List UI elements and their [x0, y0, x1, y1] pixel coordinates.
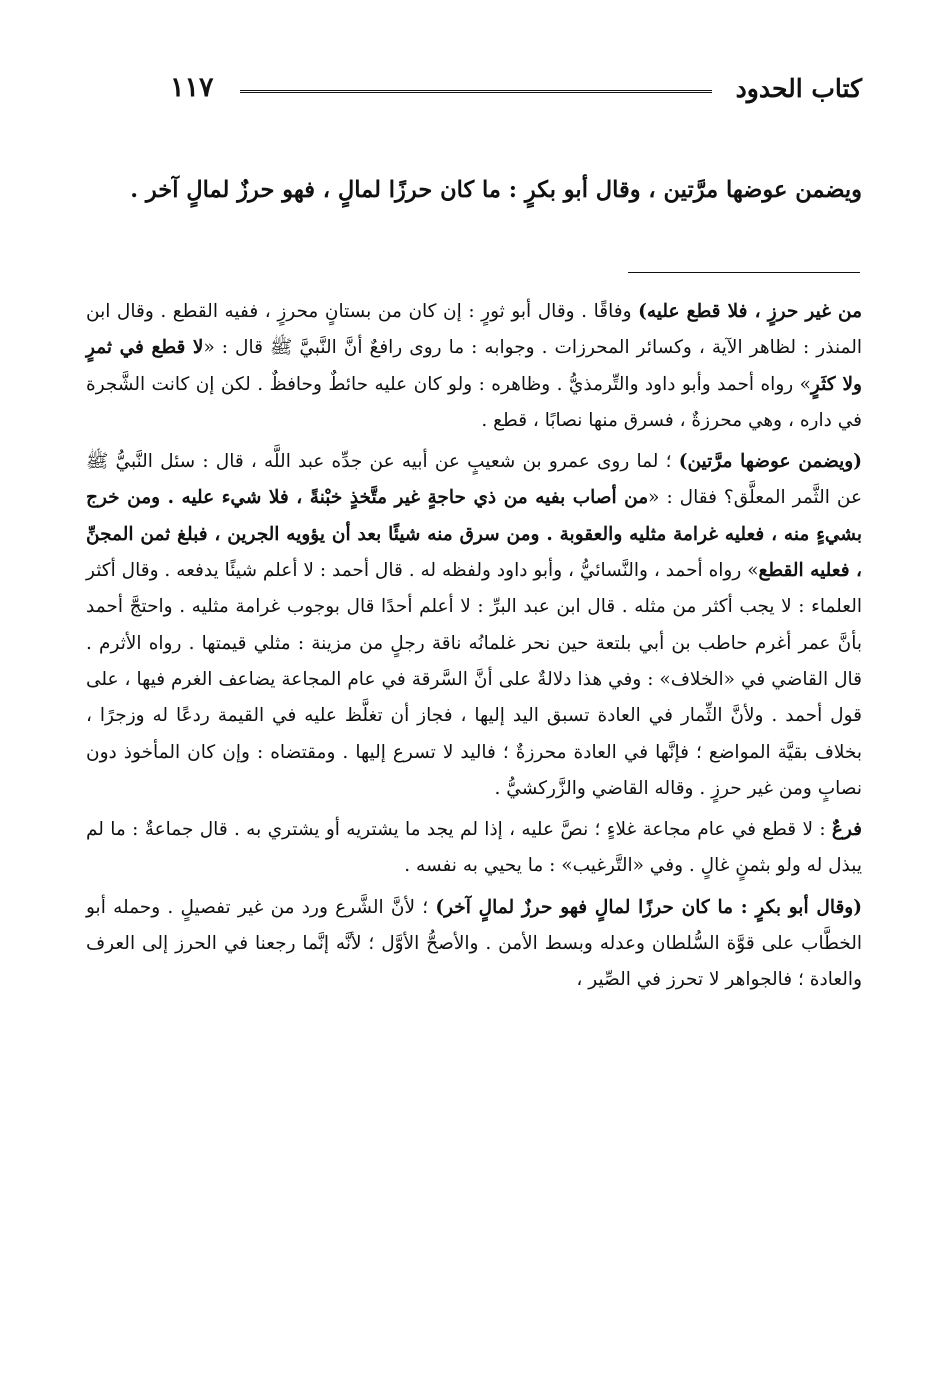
- commentary-text: وفاقًا . وقال أبو ثورٍ : إن كان من بستانٍ محرزٍ ، ففيه القطع . وقال ابن المنذر : لظاهر الآية ، وكسائر المحرزات . وجوابه : ما روى رافعٌ أنَّ النَّبيَّ ﷺ قال : «: [86, 301, 862, 359]
- commentary: [86, 294, 862, 1004]
- commentary-text: » رواه أحمد ، والنَّسائيُّ ، وأبو داود ولفظه له . قال أحمد : لا أعلم شيئًا يدفعه . وقال أكثر العلماء : لا يجب أكثر من مثله . قال ابن عبد البرِّ : لا أعلم أحدًا قال بوجوب غرامة مثليه . واحتجَّ أحمد بأنَّ عمر أغرم حاطب بن أبي بلتعة حين نحر غلمانُه ناقة رجلٍ من مزينة : مثلي قيمتها . رواه الأثرم . قال القاضي في «الخلاف» : وفي هذا دلالةٌ على أنَّ السَّرقة في عام المجاعة يضاعف الغرم فيها ، على قول أحمد . ولأنَّ الثِّمار في العادة تسبق اليد إليها ، فجاز أن تغلَّظ عليه في القيمة ردعًا له وزجرًا ، بخلاف بقيَّة المواضع ؛ فإنَّها في العادة محرزةٌ ؛ فاليد لا تسرع إليها . ومقتضاه : وإن كان المأخوذ دون نصابٍ ومن غير حرزٍ . وقاله القاضي والزَّركشيُّ .: [86, 560, 862, 799]
- bold-quote: من غير حرزٍ ، فلا قطع عليه): [638, 301, 862, 322]
- hadith-text: لا قطع في ثمرٍ ولا كثَرٍ: [86, 337, 862, 395]
- bold-quote: (ويضمن عوضها مرَّتين): [678, 451, 862, 473]
- commentary-paragraph-1: [86, 294, 862, 439]
- commentary-paragraph-4: [86, 890, 862, 999]
- commentary-text: : لا قطع في عام مجاعة غلاءٍ ؛ نصَّ عليه ، إذا لم يجد ما يشتريه أو يشتري به . قال جماعةٌ : ما لم يبذل له ولو بثمنٍ غالٍ . وفي «التَّرغيب» : ما يحيي به نفسه .: [86, 819, 862, 877]
- commentary-text: ؛ لأنَّ الشَّرع ورد من غير تفصيلٍ . وحمله أبو الخطَّاب على قوَّة السُّلطان وعدله وبسط الأمن . والأصحُّ الأوَّل ؛ لأنَّه إنَّما رجعنا في الحرز إلى العرف والعادة ؛ فالجواهر لا تحرز في الصِّير ،: [86, 896, 862, 991]
- bold-quote: فرعٌ: [831, 819, 862, 841]
- commentary-paragraph-3: [86, 812, 862, 885]
- matn-text: ويضمن عوضها مرَّتين ، وقال أبو بكرٍ : ما كان حرزًا لمالٍ ، فهو حرزٌ لمالٍ آخر .: [130, 177, 862, 203]
- bold-quote: (وقال أبو بكرٍ : ما كان حرزًا لمالٍ فهو حرزٌ لمالٍ آخر): [435, 896, 862, 918]
- commentary-text: » رواه أحمد وأبو داود والتِّرمذيُّ . وظاهره : ولو كان عليه حائطٌ وحافظٌ . لكن إن كانت الشَّجرة في داره ، وهي محرزةٌ ، فسرق منها نصابًا ، قطع .: [86, 373, 862, 431]
- separator-rule: [628, 272, 860, 273]
- page-header: [120, 72, 862, 112]
- hadith-text: من أصاب بفيه من ذي حاجةٍ غير متَّخذٍ خبْنةً ، فلا شيء عليه . ومن خرج بشيءٍ منه ، فعليه غرامة مثليه والعقوبة . ومن سرق منه شيئًا بعد أن يؤويه الجرين ، فبلغ ثمن المجنِّ ، فعليه القطع: [86, 487, 862, 582]
- running-title: كتاب الحدود: [735, 74, 862, 103]
- page-number: ١١٧: [170, 72, 214, 103]
- commentary-paragraph-2: [86, 444, 862, 807]
- commentary-text: ؛ لما روى عمرو بن شعيبٍ عن أبيه عن جدِّه عبد اللَّه ، قال : سئل النَّبيُّ ﷺ عن الثَّمر المعلَّق؟ فقال : «: [86, 451, 862, 509]
- header-rule: [240, 90, 712, 96]
